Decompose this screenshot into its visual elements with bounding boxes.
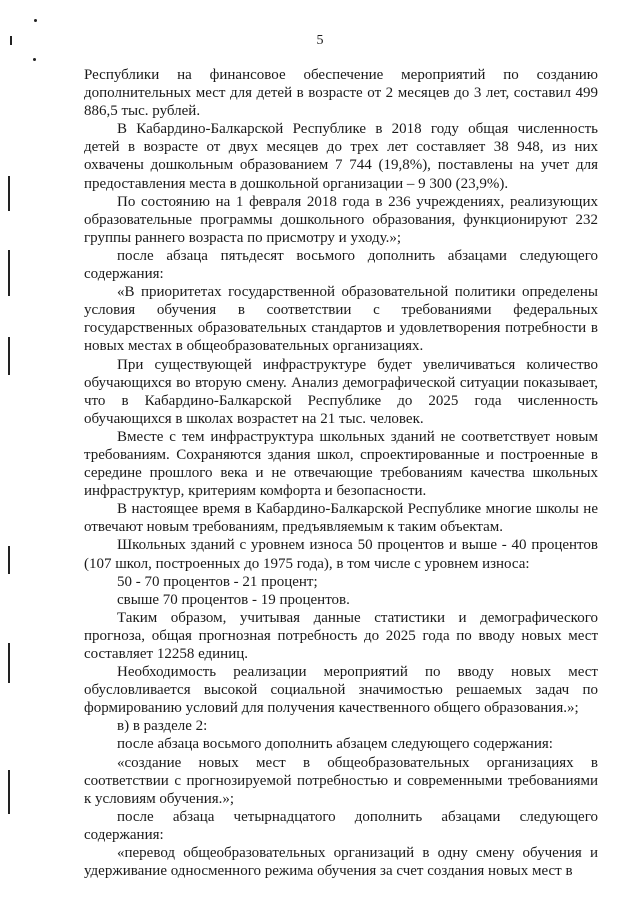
page-number: 5 [316, 33, 324, 48]
paragraph: после абзаца пятьдесят восьмого дополнить абзацами следующего содержания: [84, 247, 598, 283]
paragraph: после абзаца четырнадцатого дополнить абзацами следующего содержания: [84, 808, 598, 843]
paragraph: «создание новых мест в общеобразовательных организациях в соответствии с прогнозируемой потребностью и современными требованиями к условиям обучения.»; [84, 754, 598, 807]
margin-change-bar [8, 337, 10, 375]
paragraph: «перевод общеобразовательных организаций в одну смену обучения и удерживание односменного режима обучения за счет создания новых мест в [84, 845, 598, 880]
margin-change-bar [8, 176, 10, 211]
paragraph: Вместе с тем инфраструктура школьных зданий не соответствует новым требованиям. Сохраняются здания школ, спроектированные и построенные в середине прошлого века и не отвечающие требованиям качества школьных инфраструктур, критериям комфорта и безопасности. [84, 428, 598, 500]
margin-change-bar [8, 770, 10, 814]
paragraph: Необходимость реализации мероприятий по вводу новых мест обусловливается высокой социальной значимостью решаемых задач по формированию условий для получения качественного общего образования.»; [84, 664, 598, 717]
paragraph: Республики на финансовое обеспечение мероприятий по созданию дополнительных мест для детей в возрасте от 2 месяцев до 3 лет, составил 499 886,5 тыс. рублей. [84, 67, 598, 120]
scan-speck [34, 19, 37, 22]
paragraph: в) в разделе 2: [117, 718, 208, 735]
paragraph: «В приоритетах государственной образовательной политики определены условия обучения в соответствии с требованиями федеральных государственных образовательных стандартов и удовлетворения потребности в новых местах в общеобразовательных организациях. [84, 284, 598, 355]
paragraph: Школьных зданий с уровнем износа 50 процентов и выше - 40 процентов (107 школ, построенных до 1975 года), в том числе с уровнем износа: [84, 537, 598, 572]
margin-change-bar [8, 250, 10, 296]
paragraph: При существующей инфраструктуре будет увеличиваться количество обучающихся во вторую смену. Анализ демографической ситуации показывает, что в Кабардино-Балкарской Республике до 2025 года численность обучающихся в школах возрастет на 21 тыс. человек. [84, 356, 598, 427]
paragraph: свыше 70 процентов - 19 процентов. [117, 591, 350, 608]
paragraph: По состоянию на 1 февраля 2018 года в 236 учреждениях, реализующих образовательные программы дошкольного образования, функционируют 232 группы раннего возраста по присмотру и уходу.»; [84, 193, 598, 246]
paragraph: В настоящее время в Кабардино-Балкарской Республике многие школы не отвечают новым требованиям, предъявляемым к таким объектам. [84, 501, 598, 536]
paragraph: В Кабардино-Балкарской Республике в 2018 году общая численность детей в возрасте от двух месяцев до трех лет составляет 38 948, из них охвачены дошкольным образованием 7 744 (19,8%), поставлены на учет для предоставления места в дошкольной организации – 9 300 (23,9%). [84, 121, 598, 192]
scan-speck [33, 58, 36, 61]
document-body [84, 66, 598, 880]
margin-change-bar [8, 643, 10, 683]
paragraph: Таким образом, учитывая данные статистики и демографического прогноза, общая прогнозная потребность до 2025 года по вводу новых мест составляет 12258 единиц. [84, 609, 598, 662]
paragraph: 50 - 70 процентов - 21 процент; [117, 573, 318, 590]
paragraph: после абзаца восьмого дополнить абзацем следующего содержания: [117, 736, 553, 753]
margin-change-bar [8, 546, 10, 574]
